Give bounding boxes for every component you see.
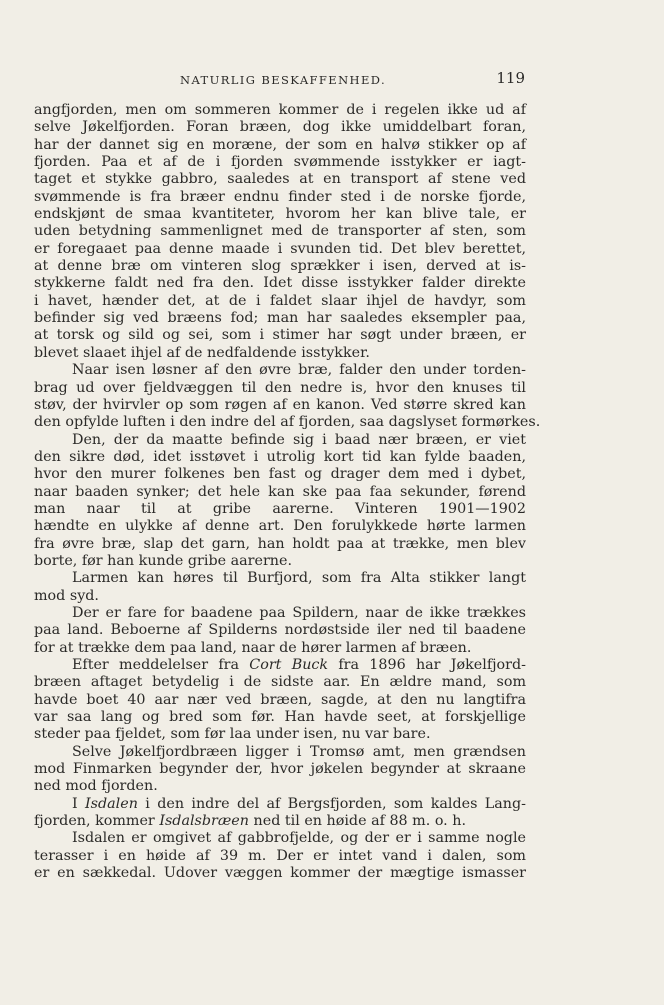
line-text: fjorden. Paa et af de i fjorden svømmende isstykker er iagt- bbox=[34, 154, 526, 171]
text-line bbox=[34, 380, 526, 397]
line-text: man naar til at gribe aarerne. Vinteren 1901—1902 bbox=[34, 500, 526, 517]
line-text: hvor den murer folkenes ben fast og drager dem med i dybet, bbox=[34, 466, 526, 483]
line-text: er foregaaet paa denne maade i svunden tid. Det blev berettet, bbox=[34, 240, 526, 257]
text-line bbox=[34, 154, 526, 171]
text-line bbox=[34, 501, 526, 518]
text-line bbox=[34, 657, 526, 674]
text-line bbox=[34, 692, 526, 709]
text-line bbox=[34, 726, 526, 743]
line-text: uden betydning sammenlignet med de transporter af sten, som bbox=[34, 223, 526, 240]
line-text: at torsk og sild og sei, som i stimer har søgt under bræen, er bbox=[34, 327, 526, 344]
text-line bbox=[34, 466, 526, 483]
line-text-continued: ned til en høide af 88 m. o. h. bbox=[248, 813, 467, 830]
text-line bbox=[34, 414, 541, 431]
line-text: stykkerne faldt ned fra den. Idet disse isstykker falder direkte bbox=[34, 275, 526, 292]
line-text: den opfylde luften i den indre del af fjorden, saa dagslyset formørkes. bbox=[34, 414, 541, 431]
text-line bbox=[34, 709, 526, 726]
text-line bbox=[34, 622, 526, 639]
line-text: er en sækkedal. Udover væggen kommer der mægtige ismasser bbox=[34, 865, 526, 882]
line-text: har der dannet sig en moræne, der som en halvø stikker op af bbox=[34, 136, 526, 153]
line-text: Larmen kan høres til Burfjord, som fra Alta stikker langt bbox=[72, 570, 526, 587]
text-line bbox=[34, 189, 526, 206]
line-text: Den, der da maatte befinde sig i baad nær bræen, er viet bbox=[72, 431, 526, 448]
line-text: terasser i en høide af 39 m. Der er intet vand i dalen, som bbox=[34, 847, 526, 864]
line-text: Isdalen er omgivet af gabbrofjelde, og der er i samme nogle bbox=[72, 830, 526, 847]
italic-name: Isdalen bbox=[85, 795, 138, 812]
body-text bbox=[34, 102, 541, 882]
line-text-continued: i den indre del af Bergsfjorden, som kaldes Lang- bbox=[137, 795, 526, 812]
italic-name: Cort Buck bbox=[249, 657, 329, 673]
text-line bbox=[34, 119, 526, 136]
line-text: havde boet 40 aar nær ved bræen, sagde, at den nu langtifra bbox=[34, 691, 526, 708]
line-text: mod Finmarken begynder der, hvor jøkelen begynder at skraane bbox=[34, 761, 526, 778]
line-text: brag ud over fjeldvæggen til den nedre is, hvor den knuses til bbox=[34, 379, 526, 396]
line-text: blevet slaaet ihjel af de nedfaldende isstykker. bbox=[34, 344, 370, 361]
line-text: Naar isen løsner af den øvre bræ, falder den under torden- bbox=[72, 362, 526, 379]
text-line bbox=[34, 345, 526, 362]
italic-name: Isdalsbræen bbox=[159, 813, 249, 830]
line-text: ned mod fjorden. bbox=[34, 778, 158, 795]
text-line bbox=[34, 813, 526, 830]
line-text: for at trække dem paa land, naar de hører larmen af bræen. bbox=[34, 639, 472, 656]
line-text: bræen aftaget betydelig i de sidste aar. En ældre mand, som bbox=[34, 674, 526, 691]
line-text: befinder sig ved bræens fod; man har saaledes eksempler paa, bbox=[34, 310, 526, 327]
text-line bbox=[34, 362, 526, 379]
line-text: Selve Jøkelfjordbræen ligger i Tromsø amt, men grændsen bbox=[72, 743, 526, 760]
text-line bbox=[34, 778, 526, 795]
text-line bbox=[34, 865, 526, 882]
line-text: fjorden, kommer bbox=[34, 813, 160, 830]
text-line bbox=[34, 397, 526, 414]
line-text: Efter meddelelser fra bbox=[72, 657, 250, 673]
text-line bbox=[34, 293, 526, 310]
text-line bbox=[34, 674, 526, 691]
text-line bbox=[34, 553, 526, 570]
line-text: at denne bræ om vinteren slog sprækker i isen, derved at is- bbox=[34, 258, 526, 275]
text-line bbox=[34, 640, 526, 657]
text-line bbox=[34, 744, 526, 761]
text-line bbox=[34, 258, 526, 275]
text-line bbox=[34, 327, 526, 344]
text-line bbox=[34, 241, 526, 258]
line-text: Der er fare for baadene paa Spildern, naar de ikke trækkes bbox=[72, 604, 526, 621]
line-text: I bbox=[72, 795, 86, 812]
text-line bbox=[34, 310, 526, 327]
text-line bbox=[34, 536, 526, 553]
running-header bbox=[180, 71, 525, 89]
line-text: steder paa fjeldet, som før laa under isen, nu var bare. bbox=[34, 726, 431, 743]
line-text: støv, der hvirvler op som røgen af en kanon. Ved større skred kan bbox=[34, 396, 526, 413]
text-line bbox=[34, 432, 526, 449]
line-text: borte, før han kunde gribe aarerne. bbox=[34, 552, 292, 569]
line-text: paa land. Beboerne af Spilderns nordøstside iler ned til baadene bbox=[34, 622, 526, 639]
text-line bbox=[34, 570, 526, 587]
text-line bbox=[34, 761, 526, 778]
text-line bbox=[34, 449, 526, 466]
line-text: naar baaden synker; det hele kan ske paa faa sekunder, førend bbox=[34, 483, 526, 500]
page-number: 119 bbox=[496, 69, 525, 87]
running-title: NATURLIG BESKAFFENHED. bbox=[180, 73, 387, 87]
text-line bbox=[34, 848, 526, 865]
line-text: fra øvre bræ, slap det garn, han holdt paa at trække, men blev bbox=[34, 535, 526, 552]
line-text: den sikre død, idet isstøvet i utrolig kort tid kan fylde baaden, bbox=[34, 448, 526, 465]
text-line bbox=[34, 484, 526, 501]
line-text: taget et stykke gabbro, saaledes at en transport af stene ved bbox=[34, 171, 526, 188]
line-text: endskjønt de smaa kvantiteter, hvorom her kan blive tale, er bbox=[34, 206, 526, 223]
text-line bbox=[34, 102, 526, 119]
text-line bbox=[34, 605, 526, 622]
text-line bbox=[34, 518, 526, 535]
line-text: mod syd. bbox=[34, 587, 99, 604]
text-line bbox=[34, 171, 526, 188]
line-text: var saa lang og bred som før. Han havde seet, at forskjellige bbox=[34, 709, 526, 726]
line-text: i havet, hænder det, at de i faldet slaar ihjel de havdyr, som bbox=[34, 292, 526, 309]
line-text: angfjorden, men om sommeren kommer de i regelen ikke ud af bbox=[34, 102, 526, 118]
line-text-continued: fra 1896 har Jøkelfjord- bbox=[328, 657, 526, 673]
text-line bbox=[34, 206, 526, 223]
text-line bbox=[34, 796, 526, 813]
text-line bbox=[34, 588, 526, 605]
text-line bbox=[34, 137, 526, 154]
line-text: svømmende is fra bræer endnu finder sted i de norske fjorde, bbox=[34, 188, 526, 205]
text-line bbox=[34, 223, 526, 240]
text-line bbox=[34, 830, 526, 847]
line-text: hændte en ulykke af denne art. Den forulykkede hørte larmen bbox=[34, 518, 526, 535]
line-text: selve Jøkelfjorden. Foran bræen, dog ikke umiddelbart foran, bbox=[34, 119, 526, 136]
text-line bbox=[34, 275, 526, 292]
